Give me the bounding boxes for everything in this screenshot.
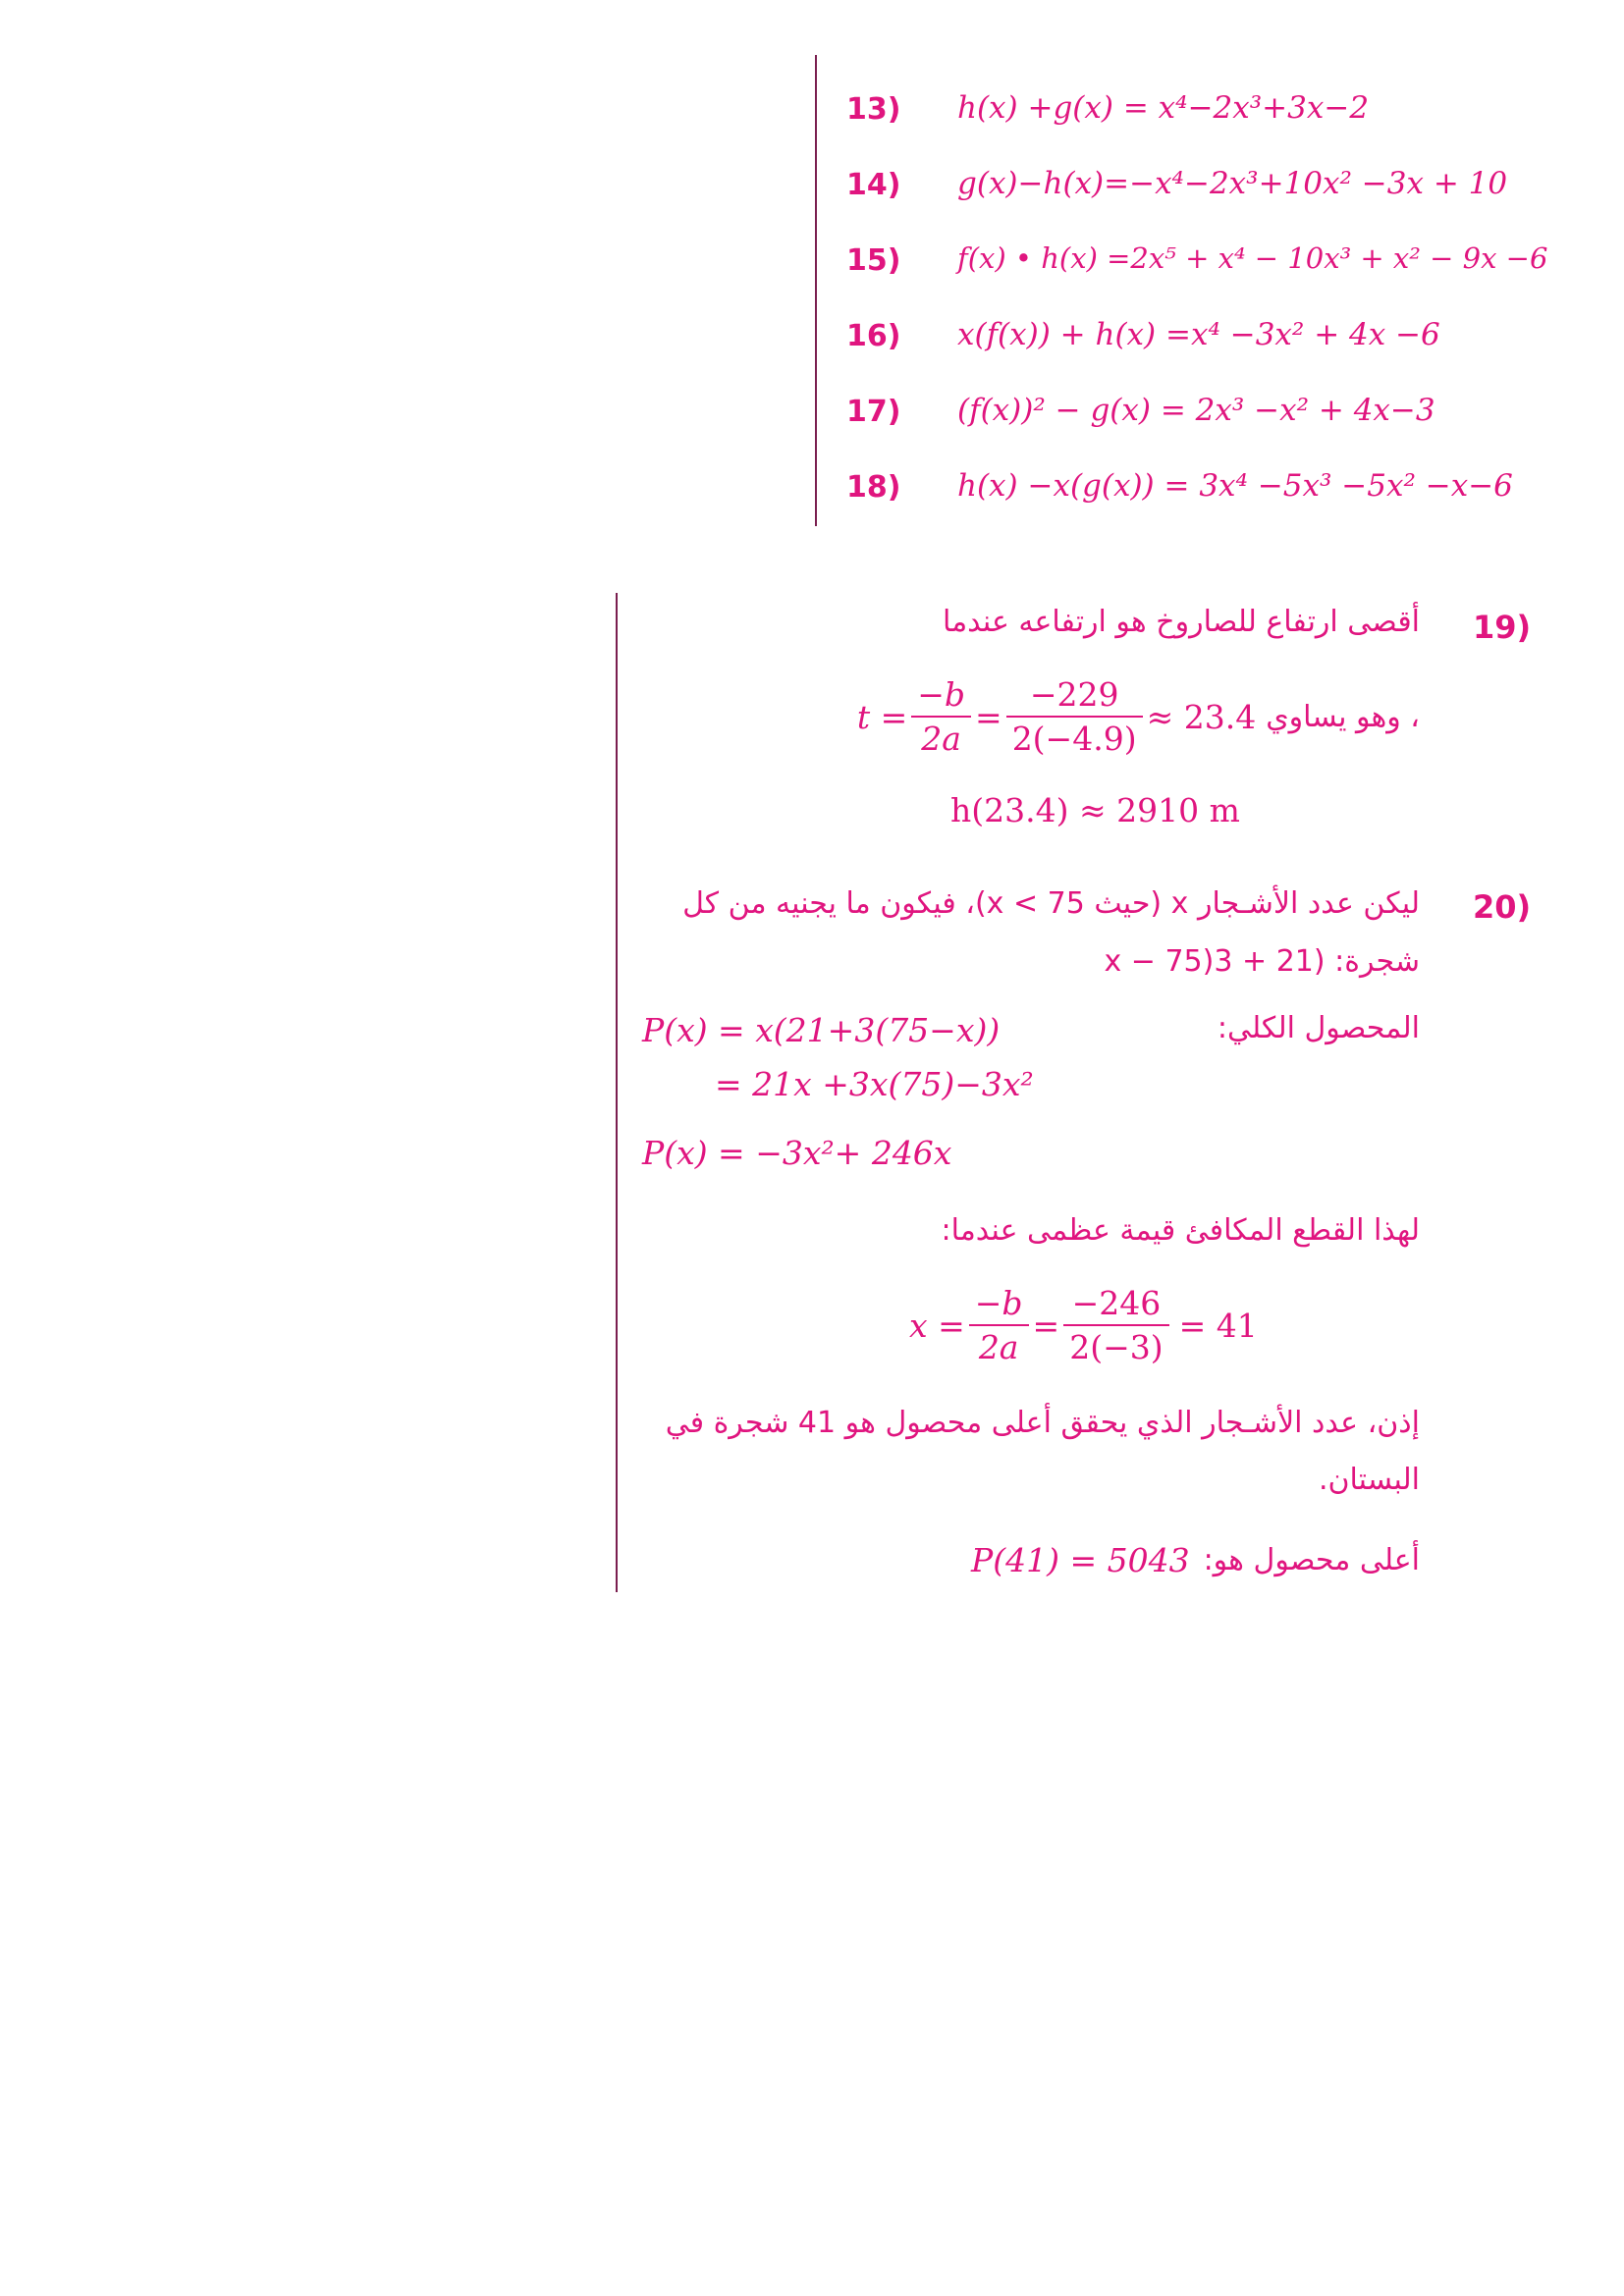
item-15-equation: f(x) • h(x) =2x⁵ + x⁴ − 10x³ + x² − 9x −6 (957, 241, 1548, 275)
q20-x-lhs: x = (909, 1306, 965, 1345)
item-17-number: 17) (846, 395, 901, 429)
q19-fraction-values (1006, 675, 1143, 758)
q20-frac1-denominator: 2a (978, 1328, 1019, 1366)
item-16-equation: x(f(x)) + h(x) =x⁴ −3x² + 4x −6 (957, 317, 1440, 352)
item-13-number: 13) (846, 92, 901, 127)
q19-approx: ≈ 23.4 (1146, 697, 1257, 736)
bottom-section-divider (616, 593, 618, 1592)
q19-frac2-numerator: −229 (1006, 675, 1143, 718)
q20-x-formula (909, 1284, 1258, 1366)
q20-text-line2: شجرة: (21 + 3(75 − x (1104, 944, 1420, 979)
q19-text-line2: ، وهو يساوي (1266, 699, 1420, 734)
q19-formula (857, 675, 1256, 758)
q20-x-result: = 41 (1178, 1306, 1258, 1345)
q19-text-line1: أقصى ارتفاع للصاروخ هو ارتفاعه عندما (942, 605, 1420, 639)
q20-number: 20) (1473, 888, 1532, 926)
q19-equals: = (975, 697, 1002, 736)
q20-text-line6: البستان. (1318, 1463, 1420, 1497)
item-16-number: 16) (846, 319, 901, 353)
q19-frac1-denominator: 2a (921, 720, 961, 758)
q20-equals: = (1032, 1306, 1060, 1345)
q20-text-line4: لهذا القطع المكافئ قيمة عظمى عندما: (941, 1213, 1420, 1248)
q20-p-line3: P(x) = −3x²+ 246x (642, 1134, 952, 1172)
q20-fraction-values (1063, 1284, 1168, 1366)
item-15-number: 15) (846, 243, 901, 278)
q20-p-line2: = 21x +3x(75)−3x² (715, 1065, 1034, 1103)
item-14-number: 14) (846, 168, 901, 202)
item-14-equation: g(x)−h(x)=−x⁴−2x³+10x² −3x + 10 (957, 166, 1508, 201)
q20-frac1-numerator: −b (969, 1284, 1029, 1326)
q19-t-lhs: t = (856, 697, 908, 736)
q20-frac2-denominator: 2(−3) (1069, 1328, 1164, 1366)
item-18-number: 18) (846, 470, 901, 505)
q20-total-yield-label: المحصول الكلي: (1217, 1011, 1420, 1045)
item-17-equation: (f(x))² − g(x) = 2x³ −x² + 4x−3 (957, 393, 1435, 428)
item-18-equation: h(x) −x(g(x)) = 3x⁴ −5x³ −5x² −x−6 (957, 468, 1513, 504)
q19-fraction-b-over-2a (911, 675, 971, 758)
q20-p-line1: P(x) = x(21+3(75−x)) (642, 1011, 1001, 1049)
q20-final-line (971, 1541, 1420, 1579)
q19-frac1-numerator: −b (911, 675, 971, 718)
top-section-divider (815, 55, 817, 526)
q20-frac2-numerator: −246 (1063, 1284, 1168, 1326)
item-13-equation: h(x) +g(x) = x⁴−2x³+3x−2 (957, 90, 1370, 126)
q19-formula-line (857, 675, 1420, 758)
q20-fraction-b-over-2a (969, 1284, 1029, 1366)
q20-text-line5: إذن، عدد الأشـجار الذي يحقق أعلى محصول هو 41 شجرة في (665, 1406, 1420, 1440)
q19-result: h(23.4) ≈ 2910 m (950, 791, 1240, 829)
q20-max-yield-label: أعلى محصول هو: (1203, 1543, 1420, 1577)
q20-text-line1: ليكن عدد الأشـجار x (حيث x < 75)، فيكون ما يجنيه من كل (682, 886, 1420, 921)
q19-frac2-denominator: 2(−4.9) (1011, 720, 1137, 758)
q20-final-value: P(41) = 5043 (971, 1541, 1190, 1579)
q19-number: 19) (1473, 609, 1532, 646)
